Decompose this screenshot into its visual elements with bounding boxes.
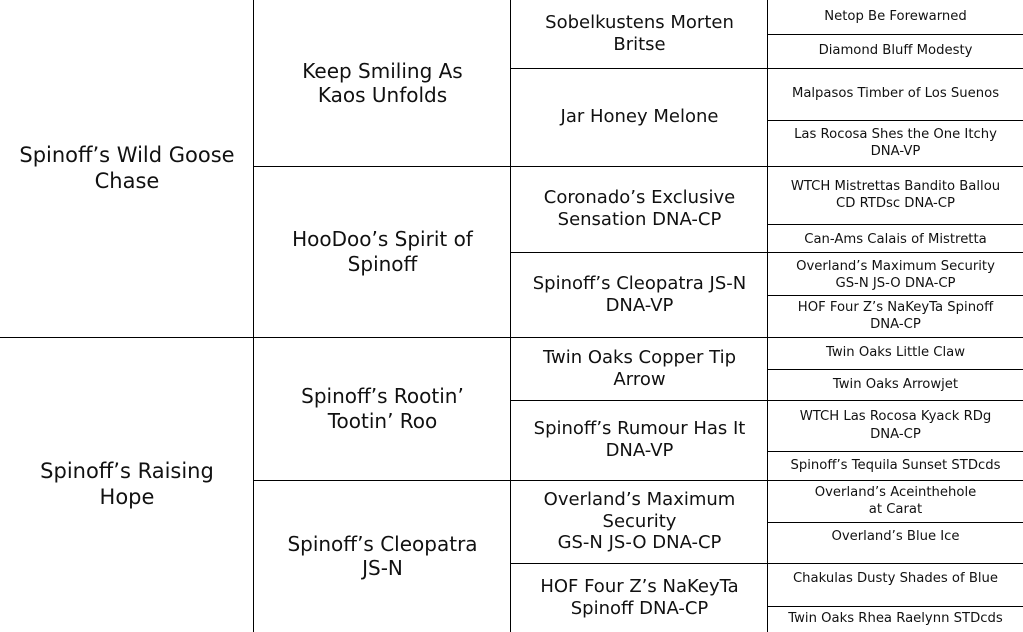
divider-h-gen2-b — [254, 480, 1023, 481]
divider-h-gen3-b — [511, 252, 1023, 253]
divider-h-gen4-f — [768, 451, 1023, 452]
gen4-13: Overland’s Aceinthehole at Carat — [814, 484, 977, 517]
gen3-1: Sobelkustens Morten Britse — [545, 12, 734, 55]
divider-h-gen4-b — [768, 120, 1023, 121]
divider-h-gen2-a — [254, 166, 1023, 167]
gen4-1: Netop Be Forewarned — [824, 9, 967, 25]
divider-h-gen3-d — [511, 563, 1023, 564]
gen4-2: Diamond Bluff Modesty — [818, 43, 973, 59]
divider-h-gen4-h — [768, 606, 1023, 607]
divider-v-gen1 — [253, 0, 254, 632]
divider-h-gen3-a — [511, 68, 1023, 69]
gen4-11: WTCH Las Rocosa Kyack RDg DNA-CP — [799, 409, 992, 442]
gen1-dam: Spinoff’s Raising Hope — [40, 458, 214, 509]
gen3-5: Twin Oaks Copper Tip Arrow — [542, 346, 737, 390]
gen4-10: Twin Oaks Arrowjet — [832, 376, 959, 392]
gen2-2: HooDoo’s Spirit of Spinoff — [292, 227, 473, 276]
gen3-3: Coronado’s Exclusive Sensation DNA-CP — [543, 187, 736, 230]
gen3-4: Spinoff’s Cleopatra JS-N DNA-VP — [532, 272, 747, 316]
gen2-4: Spinoff’s Cleopatra JS-N — [287, 531, 478, 580]
gen4-12: Spinoff’s Tequila Sunset STDcds — [790, 457, 1001, 473]
divider-v-gen3 — [767, 0, 768, 632]
divider-h-gen4-c — [768, 224, 1023, 225]
gen3-6: Spinoff’s Rumour Has It DNA-VP — [533, 418, 746, 461]
divider-h-gen4-g — [768, 522, 1023, 523]
divider-h-gen4-a — [768, 34, 1023, 35]
divider-h-gen4-e — [768, 369, 1023, 370]
gen4-3: Malpasos Timber of Los Suenos — [791, 86, 1000, 102]
divider-h-gen4-d — [768, 295, 1023, 296]
gen4-7: Overland’s Maximum Security GS-N JS-O DNA-CP — [796, 258, 995, 291]
gen3-8: HOF Four Z’s NaKeyTa Spinoff DNA-CP — [540, 575, 739, 619]
gen3-7: Overland’s Maximum Security GS-N JS-O DNA-CP — [543, 488, 736, 554]
gen4-15: Chakulas Dusty Shades of Blue — [792, 571, 999, 587]
divider-h-gen3-c — [511, 400, 1023, 401]
gen4-9: Twin Oaks Little Claw — [825, 345, 966, 361]
gen1-sire: Spinoff’s Wild Goose Chase — [19, 142, 235, 193]
gen4-4: Las Rocosa Shes the One Itchy DNA-VP — [794, 126, 997, 159]
gen3-2: Jar Honey Melone — [560, 106, 719, 128]
divider-v-gen2 — [510, 0, 511, 632]
gen2-1: Keep Smiling As Kaos Unfolds — [302, 58, 463, 107]
gen4-16: Twin Oaks Rhea Raelynn STDcds — [788, 611, 1003, 627]
gen4-5: WTCH Mistrettas Bandito Ballou CD RTDsc DNA-CP — [790, 178, 1001, 211]
gen4-8: HOF Four Z’s NaKeyTa Spinoff DNA-CP — [797, 299, 994, 332]
gen4-14: Overland’s Blue Ice — [831, 529, 960, 545]
divider-h-gen1 — [0, 337, 1023, 338]
gen2-3: Spinoff’s Rootin’ Tootin’ Roo — [301, 384, 464, 433]
gen4-6: Can-Ams Calais of Mistretta — [804, 231, 987, 247]
